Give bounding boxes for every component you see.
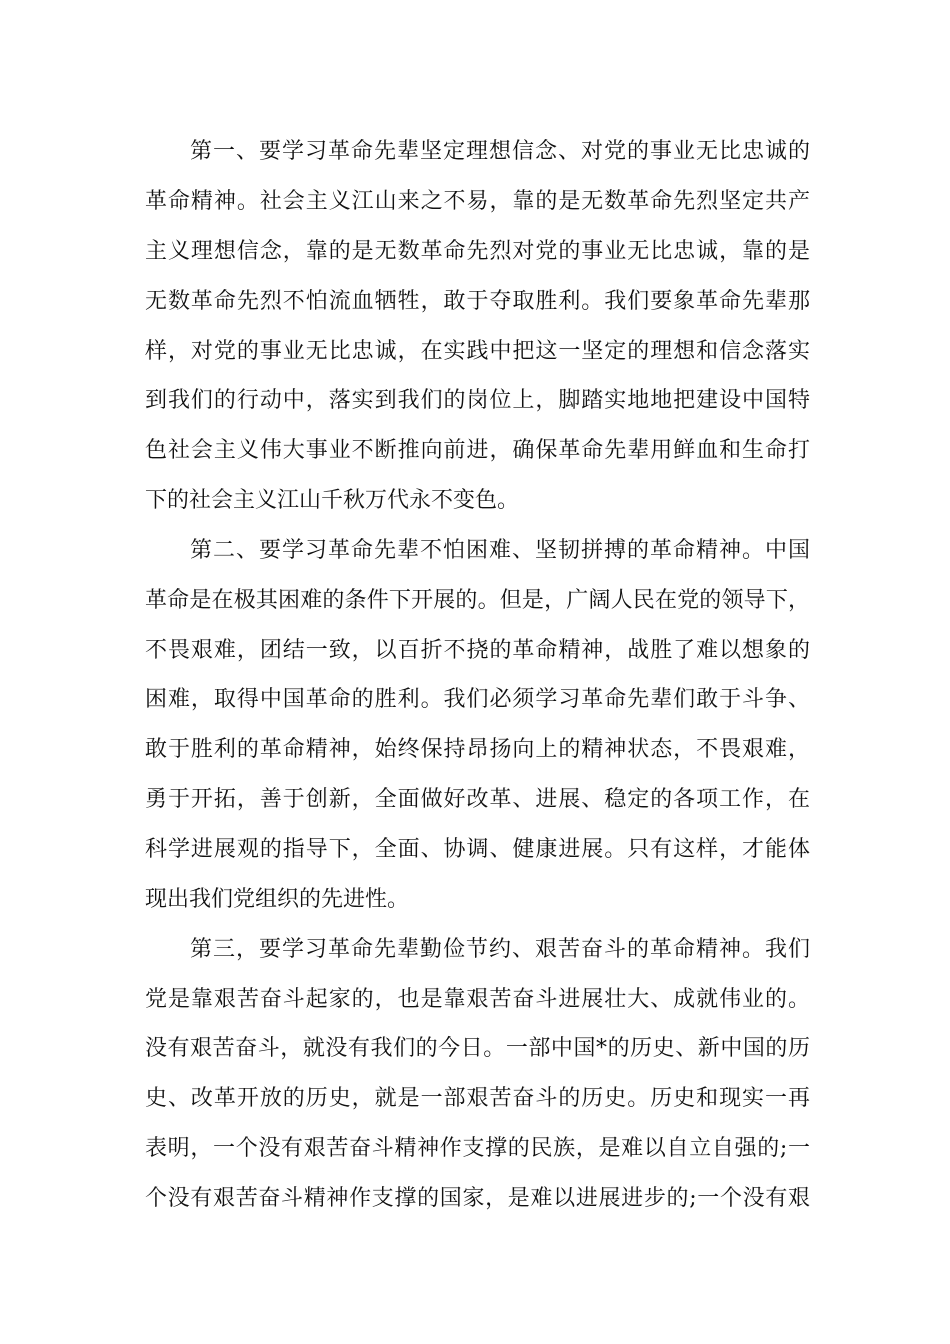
paragraph-2-line-5: 敢于胜利的革命精神，始终保持昂扬向上的精神状态，不畏艰难， (145, 737, 810, 762)
paragraph-1-line-7: 色社会主义伟大事业不断推向前进，确保革命先辈用鲜血和生命打 (145, 438, 810, 463)
paragraph-2-line-6: 勇于开拓，善于创新，全面做好改革、进展、稳定的各项工作，在 (145, 787, 810, 812)
paragraph-1-line-2: 革命精神。社会主义江山来之不易，靠的是无数革命先烈坚定共产 (145, 189, 810, 214)
paragraph-3-line-1: 第三，要学习革命先辈勤俭节约、艰苦奋斗的革命精神。我们 (190, 937, 810, 962)
paragraph-3-line-5: 表明，一个没有艰苦奋斗精神作支撑的民族，是难以自立自强的;一 (145, 1136, 810, 1161)
paragraph-1-line-4: 无数革命先烈不怕流血牺牲，敢于夺取胜利。我们要象革命先辈那 (145, 289, 810, 314)
paragraph-2-line-4: 困难，取得中国革命的胜利。我们必须学习革命先辈们敢于斗争、 (145, 687, 810, 712)
paragraph-2-line-2: 革命是在极其困难的条件下开展的。但是，广阔人民在党的领导下， (145, 588, 810, 613)
paragraph-2-line-1: 第二、要学习革命先辈不怕困难、坚韧拼搏的革命精神。中国 (190, 538, 810, 563)
paragraph-3-line-6: 个没有艰苦奋斗精神作支撑的国家，是难以进展进步的;一个没有艰 (145, 1186, 810, 1211)
paragraph-1-line-5: 样，对党的事业无比忠诚，在实践中把这一坚定的理想和信念落实 (145, 339, 810, 364)
paragraph-2-line-7: 科学进展观的指导下，全面、协调、健康进展。只有这样，才能体 (145, 837, 810, 862)
paragraph-1-line-1: 第一、要学习革命先辈坚定理想信念、对党的事业无比忠诚的 (190, 139, 810, 164)
paragraph-3-line-3: 没有艰苦奋斗，就没有我们的今日。一部中国*的历史、新中国的历 (145, 1036, 810, 1061)
paragraph-2-line-3: 不畏艰难，团结一致，以百折不挠的革命精神，战胜了难以想象的 (145, 638, 810, 663)
paragraph-3-line-4: 史、改革开放的历史，就是一部艰苦奋斗的历史。历史和现实一再 (145, 1086, 810, 1111)
paragraph-1-line-8: 下的社会主义江山千秋万代永不变色。 (145, 488, 520, 513)
paragraph-2-line-8: 现出我们党组织的先进性。 (145, 887, 410, 912)
paragraph-1-line-6: 到我们的行动中，落实到我们的岗位上，脚踏实地地把建设中国特 (145, 388, 810, 413)
paragraph-3-line-2: 党是靠艰苦奋斗起家的，也是靠艰苦奋斗进展壮大、成就伟业的。 (145, 987, 810, 1012)
paragraph-1-line-3: 主义理想信念，靠的是无数革命先烈对党的事业无比忠诚，靠的是 (145, 239, 810, 264)
